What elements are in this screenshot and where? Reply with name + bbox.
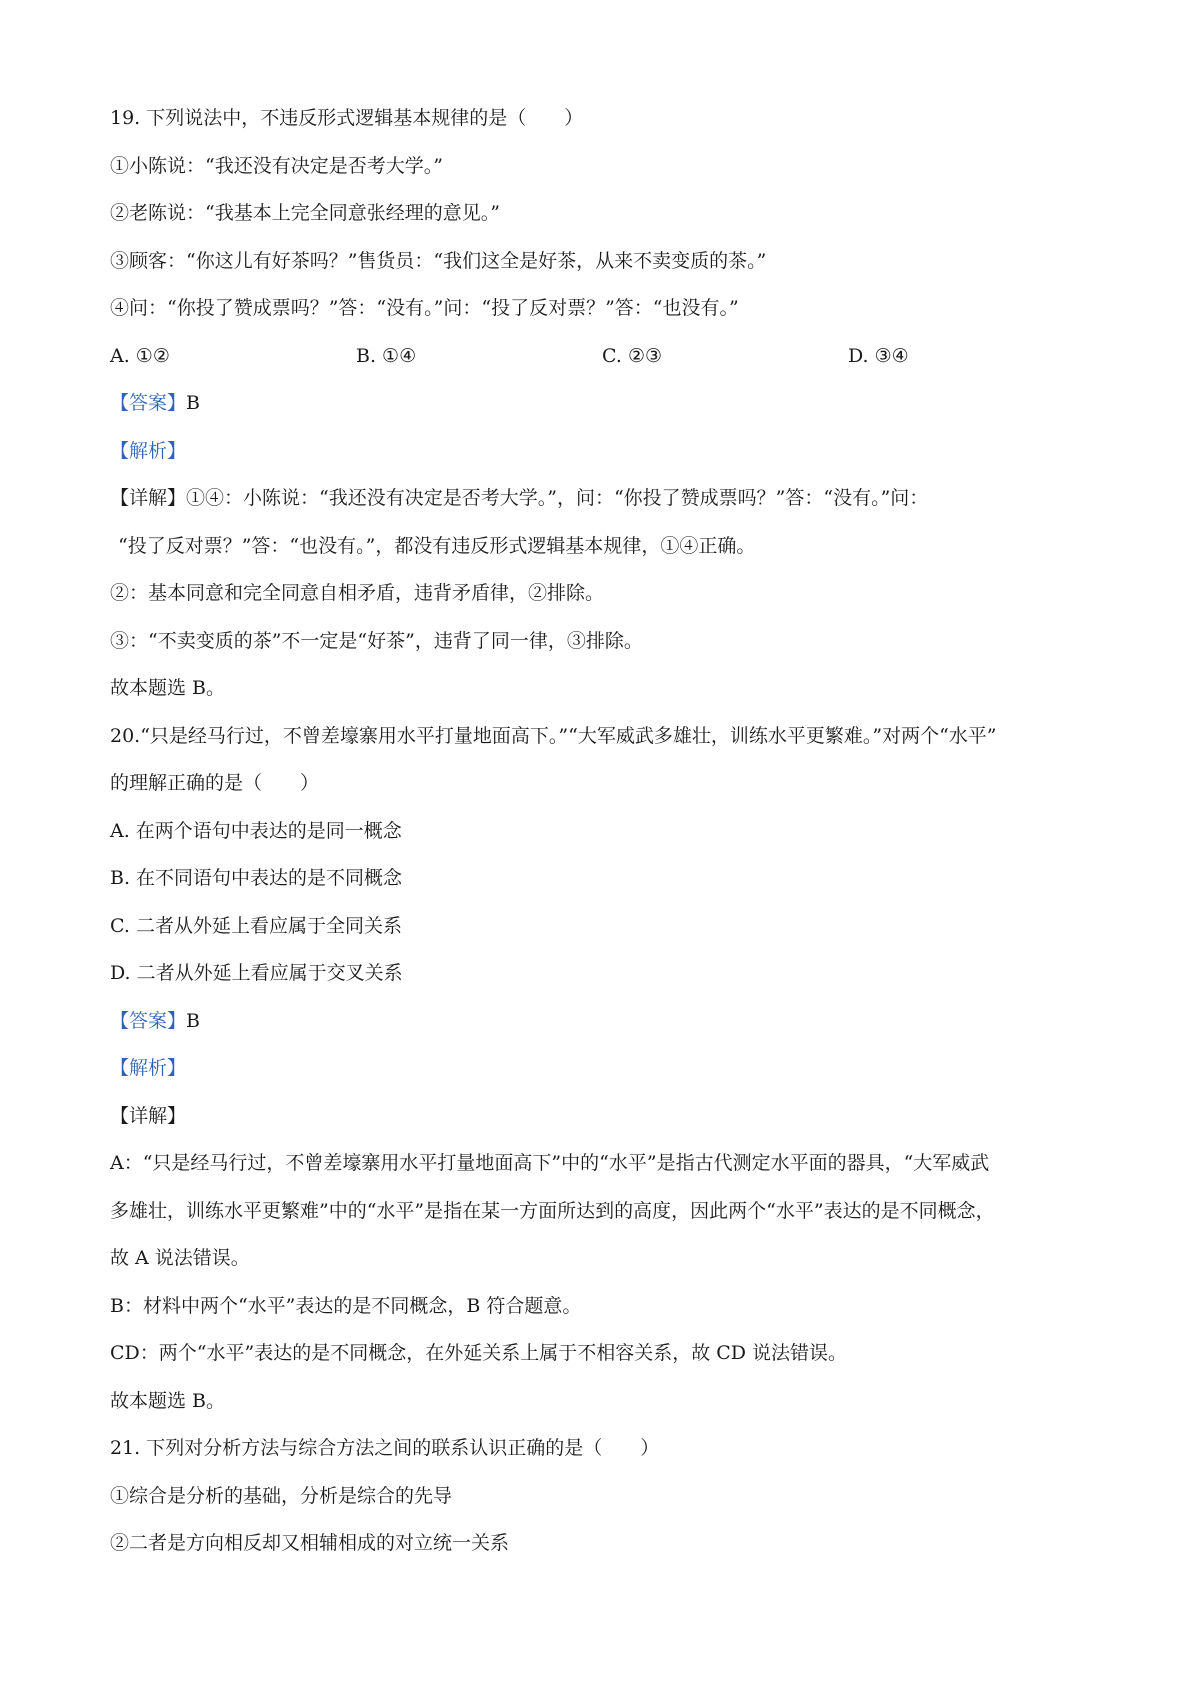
q20-detail-tag: 【详解】 xyxy=(110,1104,187,1127)
q19-conclusion: 故本题选 B。 xyxy=(110,677,226,699)
q19-answer xyxy=(110,380,1100,428)
q19-detail-tag: 【详解】 xyxy=(110,487,187,509)
q19-stem: 19. 下列说法中，不违反形式逻辑基本规律的是（ ） xyxy=(110,107,584,129)
q19-answer-tag: 【答案】 xyxy=(110,392,187,414)
q21-stem: 21. 下列对分析方法与综合方法之间的联系认识正确的是（ ） xyxy=(110,1437,660,1459)
q20-detail-2: 多雄壮，训练水平更繁难”中的“水平”是指在某一方面所达到的高度，因此两个“水平”表达的是不同概念， xyxy=(110,1199,995,1222)
q20-option-c: C. 二者从外延上看应属于全同关系 xyxy=(110,914,402,937)
q20-detail-heading xyxy=(110,1093,1100,1141)
q20-detail-5: CD：两个“水平”表达的是不同概念，在外延关系上属于不相容关系，故 CD 说法错误。 xyxy=(110,1342,848,1364)
q19-option-d: D. ③④ xyxy=(848,344,909,367)
q20-answer-value: B xyxy=(186,1009,200,1032)
q20-answer-tag: 【答案】 xyxy=(110,1009,187,1032)
q20-analysis xyxy=(110,1045,1100,1093)
q19-answer-value: B xyxy=(186,392,200,414)
q19-options xyxy=(110,333,1100,381)
q20-stem-2: 的理解正确的是（ ） xyxy=(110,772,320,794)
q20-option-a: A. 在两个语句中表达的是同一概念 xyxy=(110,819,402,842)
q19-detail-3: ②：基本同意和完全同意自相矛盾，违背矛盾律，②排除。 xyxy=(110,582,605,604)
q19-item-3: ③顾客：“你这儿有好茶吗？”售货员：“我们这全是好茶，从来不卖变质的茶。” xyxy=(110,249,767,272)
q20-option-d: D. 二者从外延上看应属于交叉关系 xyxy=(110,962,403,984)
q19-item-1: ①小陈说：“我还没有决定是否考大学。” xyxy=(110,154,443,177)
q19-detail-2: “投了反对票？”答：“也没有。”，都没有违反形式逻辑基本规律，①④正确。 xyxy=(118,534,756,557)
q21-item-2: ②二者是方向相反却又相辅相成的对立统一关系 xyxy=(110,1532,510,1554)
q20-analysis-tag: 【解析】 xyxy=(110,1057,187,1079)
q19-analysis xyxy=(110,428,1100,476)
q19-detail-1 xyxy=(110,475,1100,523)
q21-item-1: ①综合是分析的基础，分析是综合的先导 xyxy=(110,1484,453,1507)
q20-detail-1: A：“只是经马行过，不曾差壕寨用水平打量地面高下”中的“水平”是指古代测定水平面的器具，“大军威武 xyxy=(110,1152,990,1174)
q19-option-b: B. ①④ xyxy=(356,344,417,367)
q19-item-2: ②老陈说：“我基本上完全同意张经理的意见。” xyxy=(110,202,500,224)
q20-detail-3: 故 A 说法错误。 xyxy=(110,1247,250,1269)
document-page xyxy=(110,95,1100,1568)
q19-analysis-tag: 【解析】 xyxy=(110,439,187,462)
q20-answer xyxy=(110,998,1100,1046)
q19-detail-4: ③：“不卖变质的茶”不一定是“好茶”，违背了同一律，③排除。 xyxy=(110,629,643,652)
q20-conclusion: 故本题选 B。 xyxy=(110,1389,226,1412)
q20-detail-4: B：材料中两个“水平”表达的是不同概念，B 符合题意。 xyxy=(110,1294,582,1317)
q19-option-a: A. ①② xyxy=(110,344,170,367)
q19-detail-text-1: ①④：小陈说：“我还没有决定是否考大学。”，问：“你投了赞成票吗？”答：“没有。”问： xyxy=(186,487,929,509)
q20-option-b: B. 在不同语句中表达的是不同概念 xyxy=(110,867,403,889)
q20-stem-1: 20.“只是经马行过，不曾差壕寨用水平打量地面高下。”“大军威武多雄壮，训练水平更繁难。”对两个“水平” xyxy=(110,724,997,747)
q19-option-c: C. ②③ xyxy=(602,344,663,367)
q19-item-4: ④问：“你投了赞成票吗？”答：“没有。”问：“投了反对票？”答：“也没有。” xyxy=(110,297,739,319)
